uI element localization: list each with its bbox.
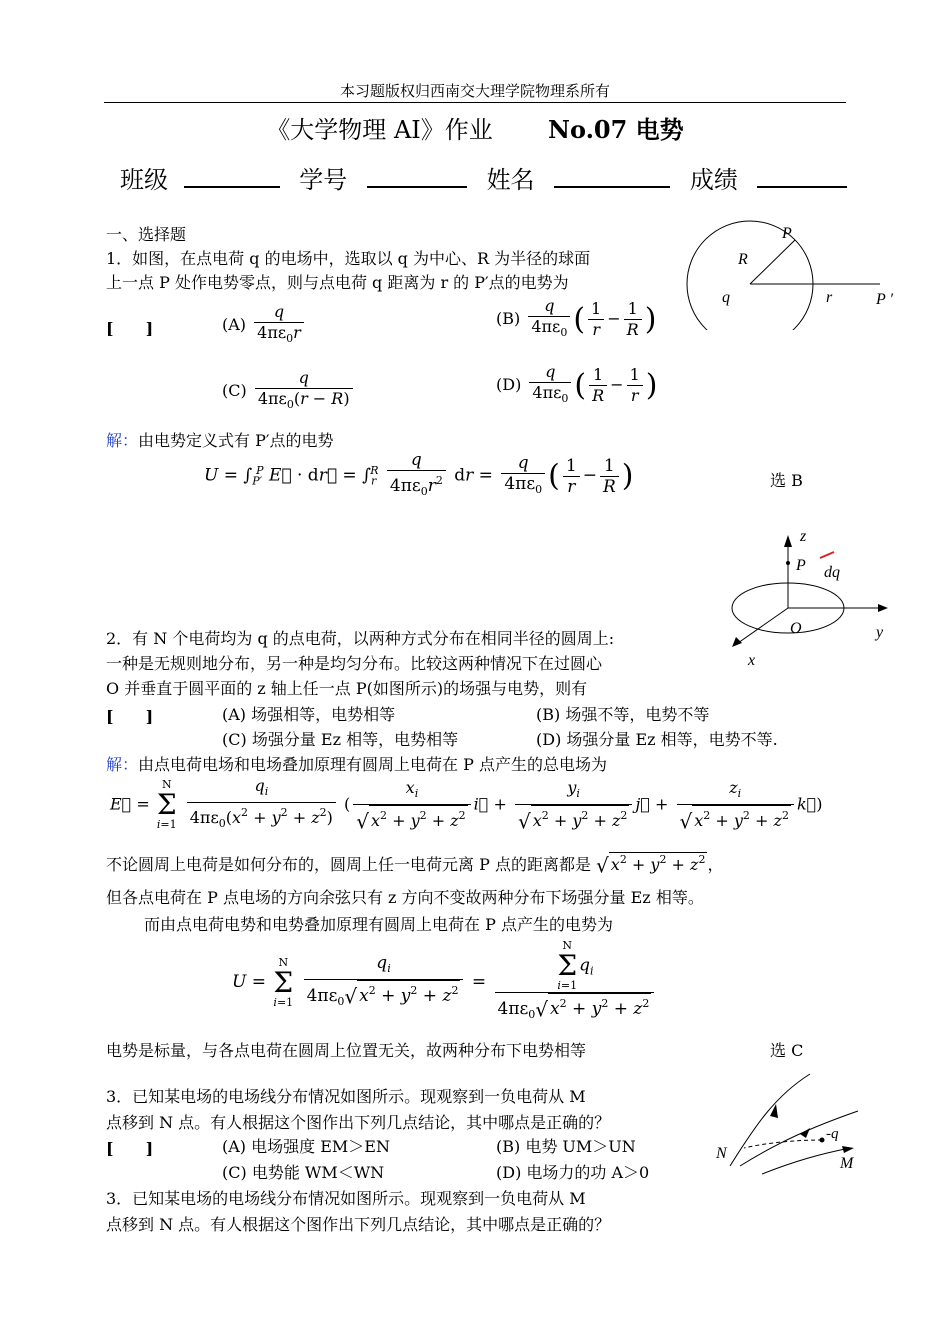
fig-label-p-prime: P ′ (876, 291, 893, 308)
name-label: 姓名 (486, 166, 535, 194)
fig-label-y: y (876, 624, 884, 641)
fig-label-r-big: R (738, 251, 748, 268)
q2-answer-bracket[interactable]: [ ] (106, 707, 154, 726)
q3-answer-bracket[interactable]: [ ] (106, 1139, 154, 1158)
info-fields (120, 160, 847, 195)
q2-answer: 选 C (770, 1041, 804, 1060)
fig-label-p: P (782, 225, 792, 242)
header-rule (104, 102, 846, 103)
q2-option-b[interactable]: (B) 场强不等，电势不等 (536, 705, 710, 724)
sphere-circle (687, 221, 813, 330)
q3-figure (710, 1066, 870, 1176)
id-label: 学号 (299, 166, 348, 194)
fig-label-q: -q (826, 1126, 839, 1142)
q3-repeat-line2: 点移到 N 点。有人根据这个图作出下列几点结论，其中哪点是正确的？ (106, 1215, 611, 1234)
q1-solution (106, 428, 334, 451)
charge-path (744, 1140, 822, 1148)
q3-option-d[interactable]: (D) 电场力的功 A＞0 (496, 1163, 650, 1182)
q2-text2: 但各点电荷在 P 点电场的方向余弦只有 z 方向不变故两种分布下场强分量 Ez 相等。 (106, 888, 704, 907)
page-title (0, 110, 950, 145)
dq-marker (820, 552, 834, 558)
q1-option-d[interactable]: (D) $\frac{q}{4\pi\varepsilon_0}$ ( $\frac{1}{R}$ − $\frac{1}{r}$ ) (496, 362, 657, 409)
fig-label-dq: dq (824, 564, 840, 581)
q2-text4: 电势是标量，与各点电荷在圆周上位置无关，故两种分布下电势相等 (106, 1041, 587, 1060)
name-blank[interactable] (554, 186, 670, 188)
q2-option-a[interactable]: (A) 场强相等，电势相等 (222, 705, 396, 724)
fig-label-o: O (790, 620, 802, 637)
fig-label-q: q (722, 289, 730, 306)
q2-line3: O 并垂直于圆平面的 z 轴上任一点 P(如图所示)的场强与电势，则有 (106, 679, 588, 698)
fig-label-m: M (840, 1155, 854, 1172)
class-label: 班级 (120, 166, 168, 194)
q2-solution (106, 752, 607, 775)
fig-label-x: x (748, 652, 756, 669)
q2-line2: 一种是无规则地分布，另一种是均匀分布。比较这两种情况下在过圆心 (106, 654, 603, 673)
q2-field-formula: E⃗ = N Σ i=1 $\frac{q_i}{4\pi\varepsilon_0(x^2 + y^2 + z^2)}$ ( $\frac{x_i}{√ x^2 + y^2 + z^2}$ i⃗ + $\frac{y_i}{√ x^2 + y^2 + z^2}$ j⃗ + $\frac{z_i}{√ x^2 + y^2 + z^2}$ k⃗) (110, 776, 823, 834)
q1-solution-text: 由电势定义式有 P′点的电势 (138, 431, 334, 450)
q2-option-d[interactable]: (D) 场强分量 Ez 相等，电势不等. (536, 730, 778, 749)
q3-line1: 3．已知某电场的电场线分布情况如图所示。现观察到一负电荷从 M (106, 1087, 586, 1106)
q3-option-a[interactable]: (A) 电场强度 EM＞EN (222, 1137, 390, 1156)
q1-solution-formula: $U = \int_{P'}^P$ E⃗ · dr⃗ = $\int_r^R$ $\frac{q}{4\pi\varepsilon_0r^2}$ dr = $\frac{q}{4\pi\varepsilon_0}$ ( $\frac{1}{r}$ − $\frac{1}{R}$ ) (204, 450, 633, 502)
q3-option-b[interactable]: (B) 电势 UM＞UN (496, 1137, 636, 1156)
copyright-header: 本习题版权归西南交大理学院物理系所有 (339, 82, 610, 100)
q3-option-c[interactable]: (C) 电势能 WM＜WN (222, 1163, 385, 1182)
q2-option-c[interactable]: (C) 场强分量 Ez 相等，电势相等 (222, 730, 459, 749)
fig-label-r-small: r (826, 289, 833, 306)
q1-answer: 选 B (770, 471, 803, 490)
q1-option-b[interactable]: (B) $\frac{q}{4\pi\varepsilon_0}$ ( $\frac{1}{r}$ − $\frac{1}{R}$ ) (496, 296, 656, 343)
q1-line2: 上一点 P 处作电势零点，则与点电荷 q 距离为 r 的 P′点的电势为 (106, 273, 569, 292)
q2-solution-text: 由点电荷电场和电场叠加原理有圆周上电荷在 P 点产生的总电场为 (138, 755, 607, 774)
fig-label-z: z (800, 528, 807, 545)
radius-line (750, 240, 795, 284)
fig-label-p: P (796, 557, 806, 574)
q2-text1: 不论圆周上电荷是如何分布的，圆周上任一电荷元离 P 点的距离都是 √ $x^2 + y^2 + z^2$ ， (106, 853, 724, 878)
q1-option-a[interactable]: (A) $\frac{q}{4\pi\varepsilon_0r}$ (222, 302, 307, 349)
q1-solution-label: 解： (106, 431, 139, 450)
field-line-3 (762, 1148, 850, 1174)
score-blank[interactable] (757, 186, 847, 188)
id-blank[interactable] (367, 186, 467, 188)
title-number: No.07 电势 (548, 115, 684, 144)
section-heading: 一、选择题 (106, 225, 187, 244)
q1-option-c[interactable]: (C) $\frac{q}{4\pi\varepsilon_0(r - R)}$ (222, 368, 356, 415)
q3-line2: 点移到 N 点。有人根据这个图作出下列几点结论，其中哪点是正确的？ (106, 1113, 611, 1132)
q1-answer-bracket[interactable]: [ ] (106, 319, 154, 338)
title-main: 《大学物理 AI》作业 (266, 116, 493, 144)
q2-solution-label: 解： (106, 755, 139, 774)
q1-line1: 1．如图，在点电荷 q 的电场中，选取以 q 为中心、R 为半径的球面 (106, 249, 591, 268)
q2-text3: 而由点电荷电势和电势叠加原理有圆周上电荷在 P 点产生的电势为 (144, 915, 613, 934)
x-axis (738, 608, 788, 643)
q3-repeat-line1: 3．已知某电场的电场线分布情况如图所示。现观察到一负电荷从 M (106, 1189, 586, 1208)
q2-line1: 2．有 N 个电荷均为 q 的点电荷，以两种方式分布在相同半径的圆周上: (106, 629, 615, 648)
charge-dot (820, 1138, 825, 1143)
fig-label-n: N (716, 1145, 727, 1162)
q2-potential-formula: U = N Σ i=1 $\frac{q_i}{4\pi\varepsilon_0√ x^2 + y^2 + z^2}$ = N Σ $i=1q_i$ $4\pi\varepsilon_0√$ $x^2 + y^2 + z^2$ (232, 940, 657, 1025)
field-line-1 (730, 1074, 810, 1166)
q1-figure (680, 220, 910, 330)
score-label: 成绩 (689, 166, 738, 194)
q2-figure (720, 525, 900, 675)
class-blank[interactable] (184, 186, 280, 188)
